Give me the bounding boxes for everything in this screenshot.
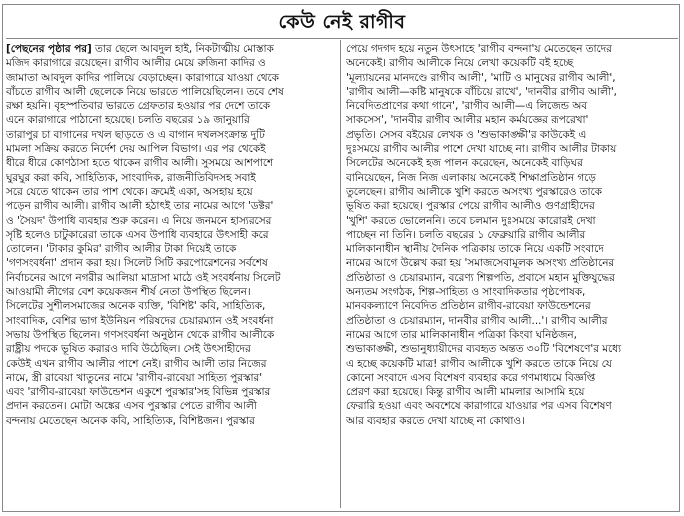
article-line: সিলেটের অনেকেই হজ পালন করেছেন, অনেকেই বাড়িঘর — [346, 157, 583, 170]
article-line: মানবকল্যাণে নিবেদিত প্রতিষ্ঠান রাগীব-রাবেয়া ফাউন্ডেশনের — [346, 300, 591, 313]
article-line: তোলেন। 'টাকার কুমির' রাগীব আলীর টাকা দিয়েই তাকে — [6, 243, 237, 256]
line-text: তার ছেলে আবদুল হাই, নিকটাত্মীয় মোস্তাক — [91, 43, 274, 55]
article-line: তারাপুর চা বাগানের দখল ছাড়তে ও এ বাগান দখলসংক্রান্ত দুটি — [6, 128, 265, 141]
article-line: 'মূল্যায়নের মানদণ্ডে রাগীব আলী', 'মাটি ও মানুষের রাগীব আলী', — [346, 71, 616, 84]
article-line: প্রদান করতেন। মোটা অঙ্কের এসব পুরস্কার পেতে রাগীব আলী — [6, 400, 257, 413]
article-line: প্রেরণ করা হয়েছে। কিন্তু রাগীব আলী মামলার আসামি হয়ে — [346, 386, 585, 399]
article-line: সৃষ্টি হলেও চাটুকারেরা তাকে এসব উপাধি ব্যবহারে উৎসাহী করে — [6, 228, 269, 241]
column-divider — [340, 40, 341, 508]
article-line — [6, 42, 336, 56]
article-line: বানিয়েছেন, নিজ নিজ এলাকায় অনেকেই শিক্ষাপ্রতিষ্ঠান গড়ে — [346, 171, 596, 184]
headline-rule — [6, 38, 678, 39]
article-line: বাঁচতে রাগীব আলী ছেলেকে নিয়ে ভারতে পালিয়েছিলেন। তবে শেষ — [6, 85, 284, 98]
article-line: কেউই এখন রাগীব আলীর পাশে নেই। রাগীব আলী তার নিজের — [6, 357, 267, 370]
article-line: ধীরে ধীরে কোণঠাসা হতে থাকেন রাগীব আলী। সুসময়ে আশপাশে — [6, 157, 274, 170]
article-line: নামের আগে তার মালিকানাধীন পত্রিকা কিংবা ঘনিষ্ঠজন, — [346, 328, 577, 341]
article-line: সরে যেতে থাকেন তার পাশ থেকে। ক্রমেই একা, অসহায় হয়ে — [6, 185, 253, 198]
article-line: পড়েন রাগীব আলী। রাগীব আলী হঠাৎই তার নামের আগে 'ডক্টর' — [6, 200, 274, 213]
continued-from-label: [পেছনের পৃষ্ঠার পর] — [6, 43, 92, 55]
article-line: 'রাগীব আলী—কষ্টি মানুষকে বাঁচিয়ে রাখে', 'দানবীর রাগীব আলী', — [346, 85, 617, 98]
article-line: ঘুরঘুর করা কবি, সাহিত্যিক, সাংবাদিক, রাজনীতিবিদসহ সবাই — [6, 171, 256, 184]
headline: কেউ নেই রাগীব — [278, 11, 406, 33]
right-column — [346, 42, 676, 508]
article-line: 'খুশি' করতে ভোলেননি। তবে চলমান দুঃসময়ে কারোরই দেখা — [346, 214, 596, 227]
article-line: নামের আগে উল্লেখ করা হয় 'সমাজসেবামূলক অসংখ্য প্রতিষ্ঠানের — [346, 257, 615, 270]
article-line: 'গণসংবর্ধনা' প্রদান করা হয়। সিলেট সিটি করপোরেশনের সর্বশেষ — [6, 257, 268, 270]
article-line: অনেকেই। রাগীব আলীকে নিয়ে লেখা কয়েকটি বই হচ্ছে — [346, 57, 574, 70]
article-line: এনে কারাগারে পাঠানো হয়েছে। চলতি বছরের ১৯ জানুয়ারি — [6, 114, 250, 127]
article-line: আর ব্যবহার করতে দেখা যাচ্ছে না কোথাও। — [346, 414, 525, 427]
article-line: দুঃসময়ে রাগীব আলীর পাশে দেখা যাচ্ছে না। রাগীব আলীর টাকায় — [346, 143, 617, 156]
article-line: প্রভৃতি। সেসব বইয়ের লেখক ও 'শুভাকাঙ্ক্ষী'র কাউকেই এ — [346, 128, 587, 141]
article-line: তুলেছেন। রাগীব আলীকে খুশি করতে অসংখ্য পুরস্কারেও তাকে — [346, 185, 602, 198]
article-line: মামলা সক্রিয় করতে নির্দেশ দেয় আপিল বিভাগ। এর পর থেকেই — [6, 143, 266, 156]
article-line: ও 'সৈয়দ' উপাধি ব্যবহার শুরু করেন। এ নিয়ে জনমনে হাস্যরসের — [6, 214, 272, 227]
article-line: পাচ্ছেন না তিনি। চলতি বছরের ১ ফেব্রুয়ারি রাগীব আলীর — [346, 228, 586, 241]
article-line: রাষ্ট্রীয় পদকে ভূষিত করারও দাবি উঠেছিল। সেই উৎসাহীদের — [6, 343, 251, 356]
article-line: শুভাকাঙ্ক্ষী, শুভানুধ্যায়ীদের ব্যবহৃত অন্তত ৩০টি 'বিশেষণে'র মধ্যে — [346, 343, 622, 356]
article-line: নির্বাচনের আগে নগরীর আলিয়া মাদ্রাসা মাঠে ওই সংবর্ধনায় সিলেট — [6, 271, 281, 284]
article-line: মজিদ কারাগারে রয়েছেন। রাগীব আলীর মেয়ে রুজিনা কাদির ও — [6, 57, 266, 70]
article-line: ভূষিত করা হয়েছে। পুরস্কার পেয়ে রাগীব আলীও গুণগ্রাহীদের — [346, 200, 595, 213]
article-line: অন্যতম সংগঠক, শিল্প-সাহিত্য ও সাংবাদিকতার পৃষ্ঠপোষক, — [346, 286, 586, 299]
article-line: মালিকানাধীন স্থানীয় দৈনিক পত্রিকায় তাকে নিয়ে একটি সংবাদে — [346, 243, 604, 256]
article-line: কোনো সংবাদে এসব বিশেষণ ব্যবহার করে গণমাধ্যমে বিজ্ঞপ্তি — [346, 371, 596, 384]
article-line: প্রতিষ্ঠাতা ও চেয়ারম্যান, বরেণ্য শিল্পপতি, প্রবাসে মহান মুক্তিযুদ্ধের — [346, 271, 615, 284]
left-column — [6, 42, 336, 508]
article-line: সভায় উপস্থিত ছিলেন। গণসংবর্ধনা অনুষ্ঠান থেকে রাগীব আলীকে — [6, 328, 275, 341]
article-line: সাকসেস', 'দানবীর রাগীব আলীর মহান কর্মযজ্ঞের রূপরেখা' — [346, 114, 589, 127]
article-line: নামে, স্ত্রী রাবেয়া খাতুনের নামে 'রাগীব-রাবেয়া সাহিত্য পুরস্কার' — [6, 371, 263, 384]
article-line: সাংবাদিক, বেশির ভাগ ইউনিয়ন পরিষদের চেয়ারম্যান ওই সংবর্ধনা — [6, 314, 274, 327]
article-line: এ হচ্ছে কয়েকটি মাত্র! রাগীব আলীকে খুশি করতে তাকে নিয়ে যে — [346, 357, 612, 370]
article-line: সিলেটের সুশীলসমাজের অনেক ব্যক্তি, 'বিশিষ্ট' কবি, সাহিত্যিক, — [6, 300, 266, 313]
article-line: বন্দনায় মেতেছেন অনেক কবি, সাহিত্যিক, বিশিষ্টজন। পুরস্কার — [6, 414, 255, 427]
article-line: এবং 'রাগীব-রাবেয়া ফাউন্ডেশন একুশে পুরস্কার'সহ বিভিন্ন পুরস্কার — [6, 386, 271, 399]
article-line: রক্ষা হয়নি। বৃহস্পতিবার ভারতে গ্রেফতার হওয়ার পর দেশে তাকে — [6, 100, 271, 113]
article-line: পেয়ে গদগদ হয়ে নতুন উৎসাহে 'রাগীব বন্দনা'য় মেতেছেন তাদের — [346, 43, 612, 55]
article-line: জামাতা আবদুল কাদির পালিয়ে বেড়াচ্ছেন। কারাগারে যাওয়া থেকে — [6, 71, 279, 84]
article-line: প্রতিষ্ঠাতা ও চেয়ারম্যান, দানবীর রাগীব আলী...'। রাগীব আলীর — [346, 314, 608, 327]
article-line: আওয়ামী লীগের বেশ কয়েকজন শীর্ষ নেতা উপস্থিত ছিলেন। — [6, 286, 251, 299]
article-line: ফেরারি হওয়া এবং অবশেষে কারাগারে যাওয়ার পর এসব বিশেষণ — [346, 400, 612, 413]
article-line: নিবেদিতপ্রাণের কথা গানে', 'রাগীব আলী—এ লিজেন্ড অব — [346, 100, 588, 113]
